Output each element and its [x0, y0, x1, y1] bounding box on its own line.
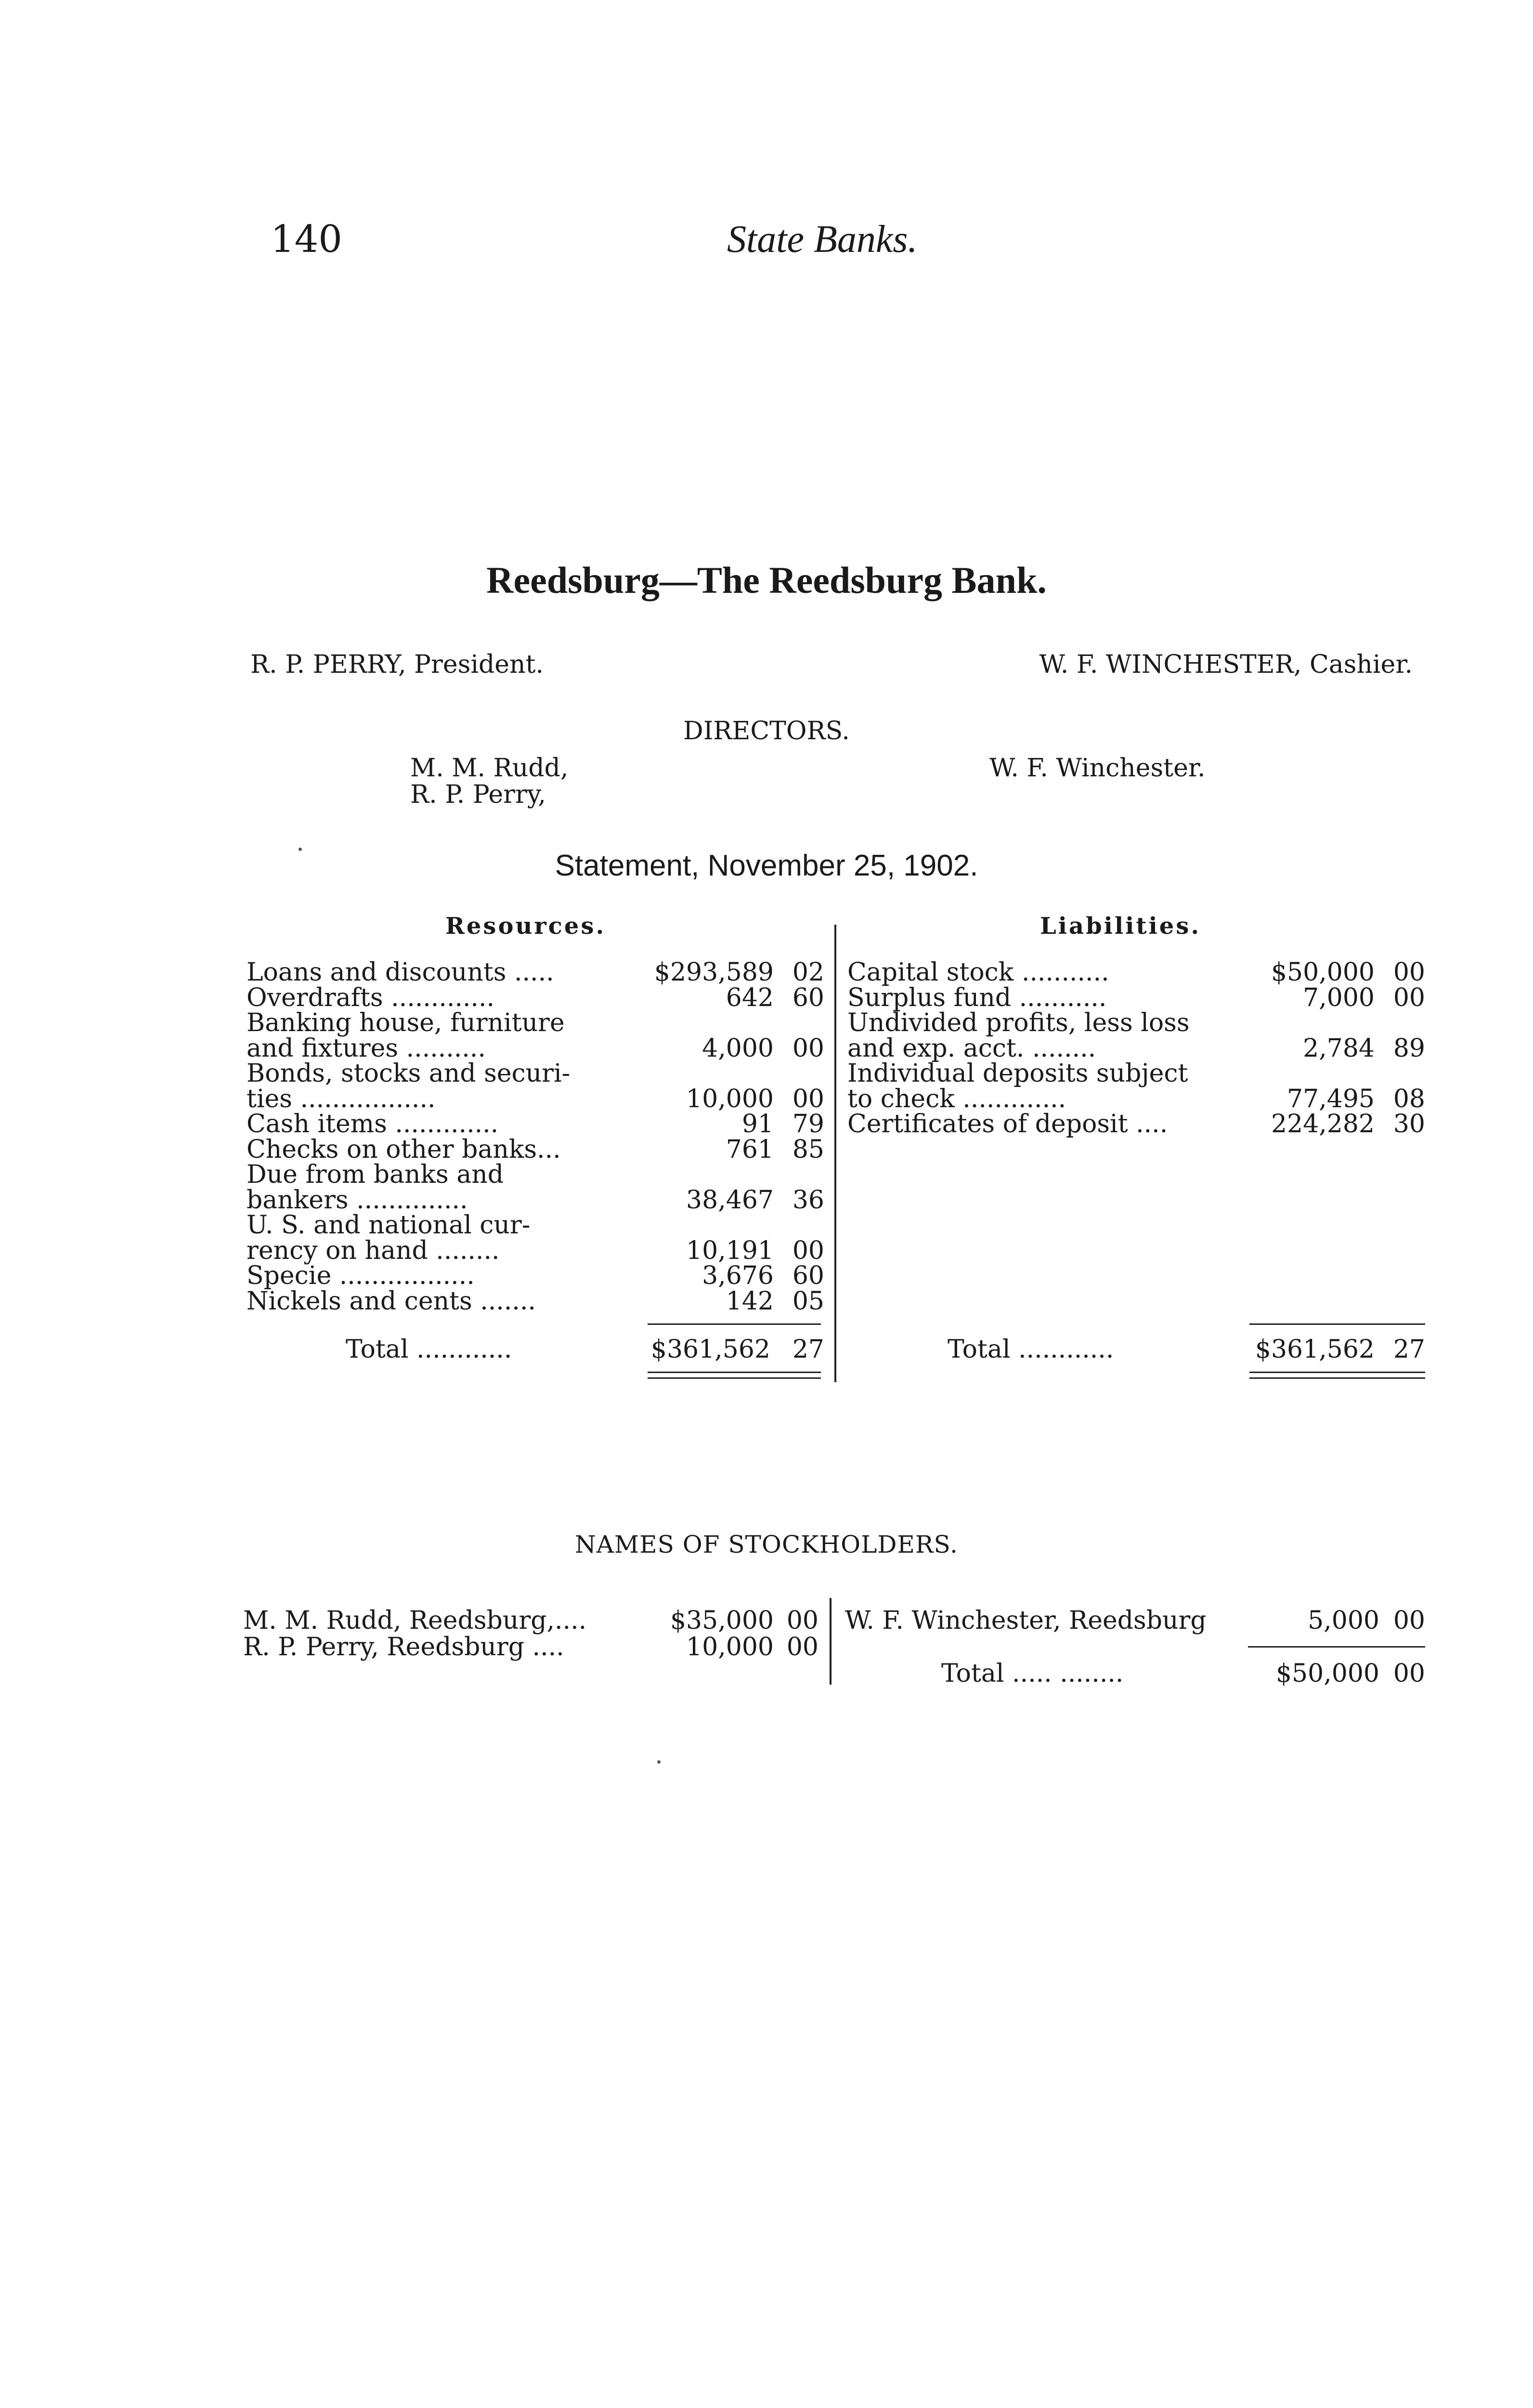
stockholders-sum-rule [1248, 1646, 1425, 1648]
stockholders-total-amount: $50,000 [1275, 1659, 1379, 1688]
director-name: R. P. Perry, [410, 780, 546, 809]
cashier-line: W. F. WINCHESTER, Cashier. [1039, 650, 1413, 679]
table-row: Surplus fund ........... 7,000 00 [847, 983, 1425, 1012]
table-row: Capital stock ........... $50,000 00 [847, 958, 1425, 987]
directors-right-list [989, 755, 1206, 782]
column-divider [834, 925, 836, 1382]
table-row: Banking house, furniture [247, 1008, 565, 1037]
stockholder-amount: $35,000 [670, 1606, 774, 1635]
table-row: bankers .............. 38,467 36 [247, 1185, 824, 1215]
liabilities-total-amount: $361,562 [1255, 1335, 1375, 1364]
table-row: Cash items ............. 91 79 [247, 1110, 824, 1139]
table-row: Checks on other banks... 761 85 [247, 1135, 824, 1164]
stockholder-name: M. M. Rudd, Reedsburg,.... [243, 1606, 587, 1635]
statement-date: Statement, November 25, 1902. [555, 849, 978, 882]
print-speck [299, 848, 302, 851]
president-line: R. P. PERRY, President. [250, 650, 544, 679]
resources-table [247, 960, 824, 1314]
stockholders-total-label: Total ..... ........ [941, 1659, 1124, 1688]
resources-double-rule [648, 1372, 821, 1373]
liabilities-total-label: Total ............ [948, 1335, 1114, 1364]
print-speck [657, 1760, 661, 1764]
directors-heading: DIRECTORS. [683, 717, 850, 746]
stockholders-divider [830, 1598, 831, 1685]
resources-total-amount: $361,562 [650, 1335, 770, 1364]
bank-title: Reedsburg—The Reedsburg Bank. [486, 559, 1047, 601]
director-name: W. F. Winchester. [989, 754, 1206, 783]
resources-heading: Resources. [445, 913, 606, 940]
stockholder-name: W. F. Winchester, Reedsburg [845, 1606, 1207, 1635]
table-row: ties ................. 10,000 00 [247, 1084, 824, 1113]
table-row: rency on hand ........ 10,191 00 [247, 1236, 824, 1265]
stockholders-total-cents: 00 [1393, 1659, 1425, 1688]
liabilities-heading: Liabilities. [1040, 913, 1201, 940]
table-row: U. S. and national cur- [247, 1211, 531, 1240]
table-row: Individual deposits subject [847, 1059, 1188, 1088]
table-row: Overdrafts ............. 642 60 [247, 983, 824, 1012]
directors-left-list [410, 755, 568, 808]
table-row: Bonds, stocks and securi- [247, 1059, 571, 1088]
table-row: Loans and discounts ..... $293,589 02 [247, 958, 824, 987]
table-row: Undivided profits, less loss [847, 1008, 1190, 1037]
table-row: Specie ................. 3,676 60 [247, 1261, 824, 1290]
liabilities-double-rule [1249, 1372, 1425, 1373]
stockholder-amount: 5,000 [1308, 1606, 1379, 1635]
running-title: State Banks. [727, 218, 918, 261]
stockholder-cents: 00 [1393, 1606, 1425, 1635]
table-row: and exp. acct. ........ 2,784 89 [847, 1034, 1425, 1063]
liabilities-double-rule [1249, 1377, 1425, 1379]
stockholder-amount: 10,000 [686, 1633, 774, 1662]
stockholder-cents: 00 [786, 1633, 818, 1662]
stockholder-cents: 00 [786, 1606, 818, 1635]
director-name: M. M. Rudd, [410, 754, 569, 783]
resources-total-cents: 27 [792, 1335, 824, 1364]
table-row: Due from banks and [247, 1160, 504, 1189]
resources-total-label: Total ............ [346, 1335, 512, 1364]
stockholder-name: R. P. Perry, Reedsburg .... [243, 1633, 564, 1662]
liabilities-sum-rule [1249, 1323, 1425, 1325]
liabilities-table [847, 960, 1425, 1137]
table-row: to check ............. 77,495 08 [847, 1084, 1425, 1113]
page-number: 140 [271, 218, 342, 261]
table-row: Certificates of deposit .... 224,282 30 [847, 1110, 1425, 1139]
stockholders-heading: NAMES OF STOCKHOLDERS. [575, 1531, 958, 1558]
resources-double-rule [648, 1377, 821, 1379]
liabilities-total-cents: 27 [1393, 1335, 1425, 1364]
table-row: Nickels and cents ....... 142 05 [247, 1286, 824, 1316]
resources-sum-rule [648, 1323, 821, 1325]
table-row: and fixtures .......... 4,000 00 [247, 1034, 824, 1063]
